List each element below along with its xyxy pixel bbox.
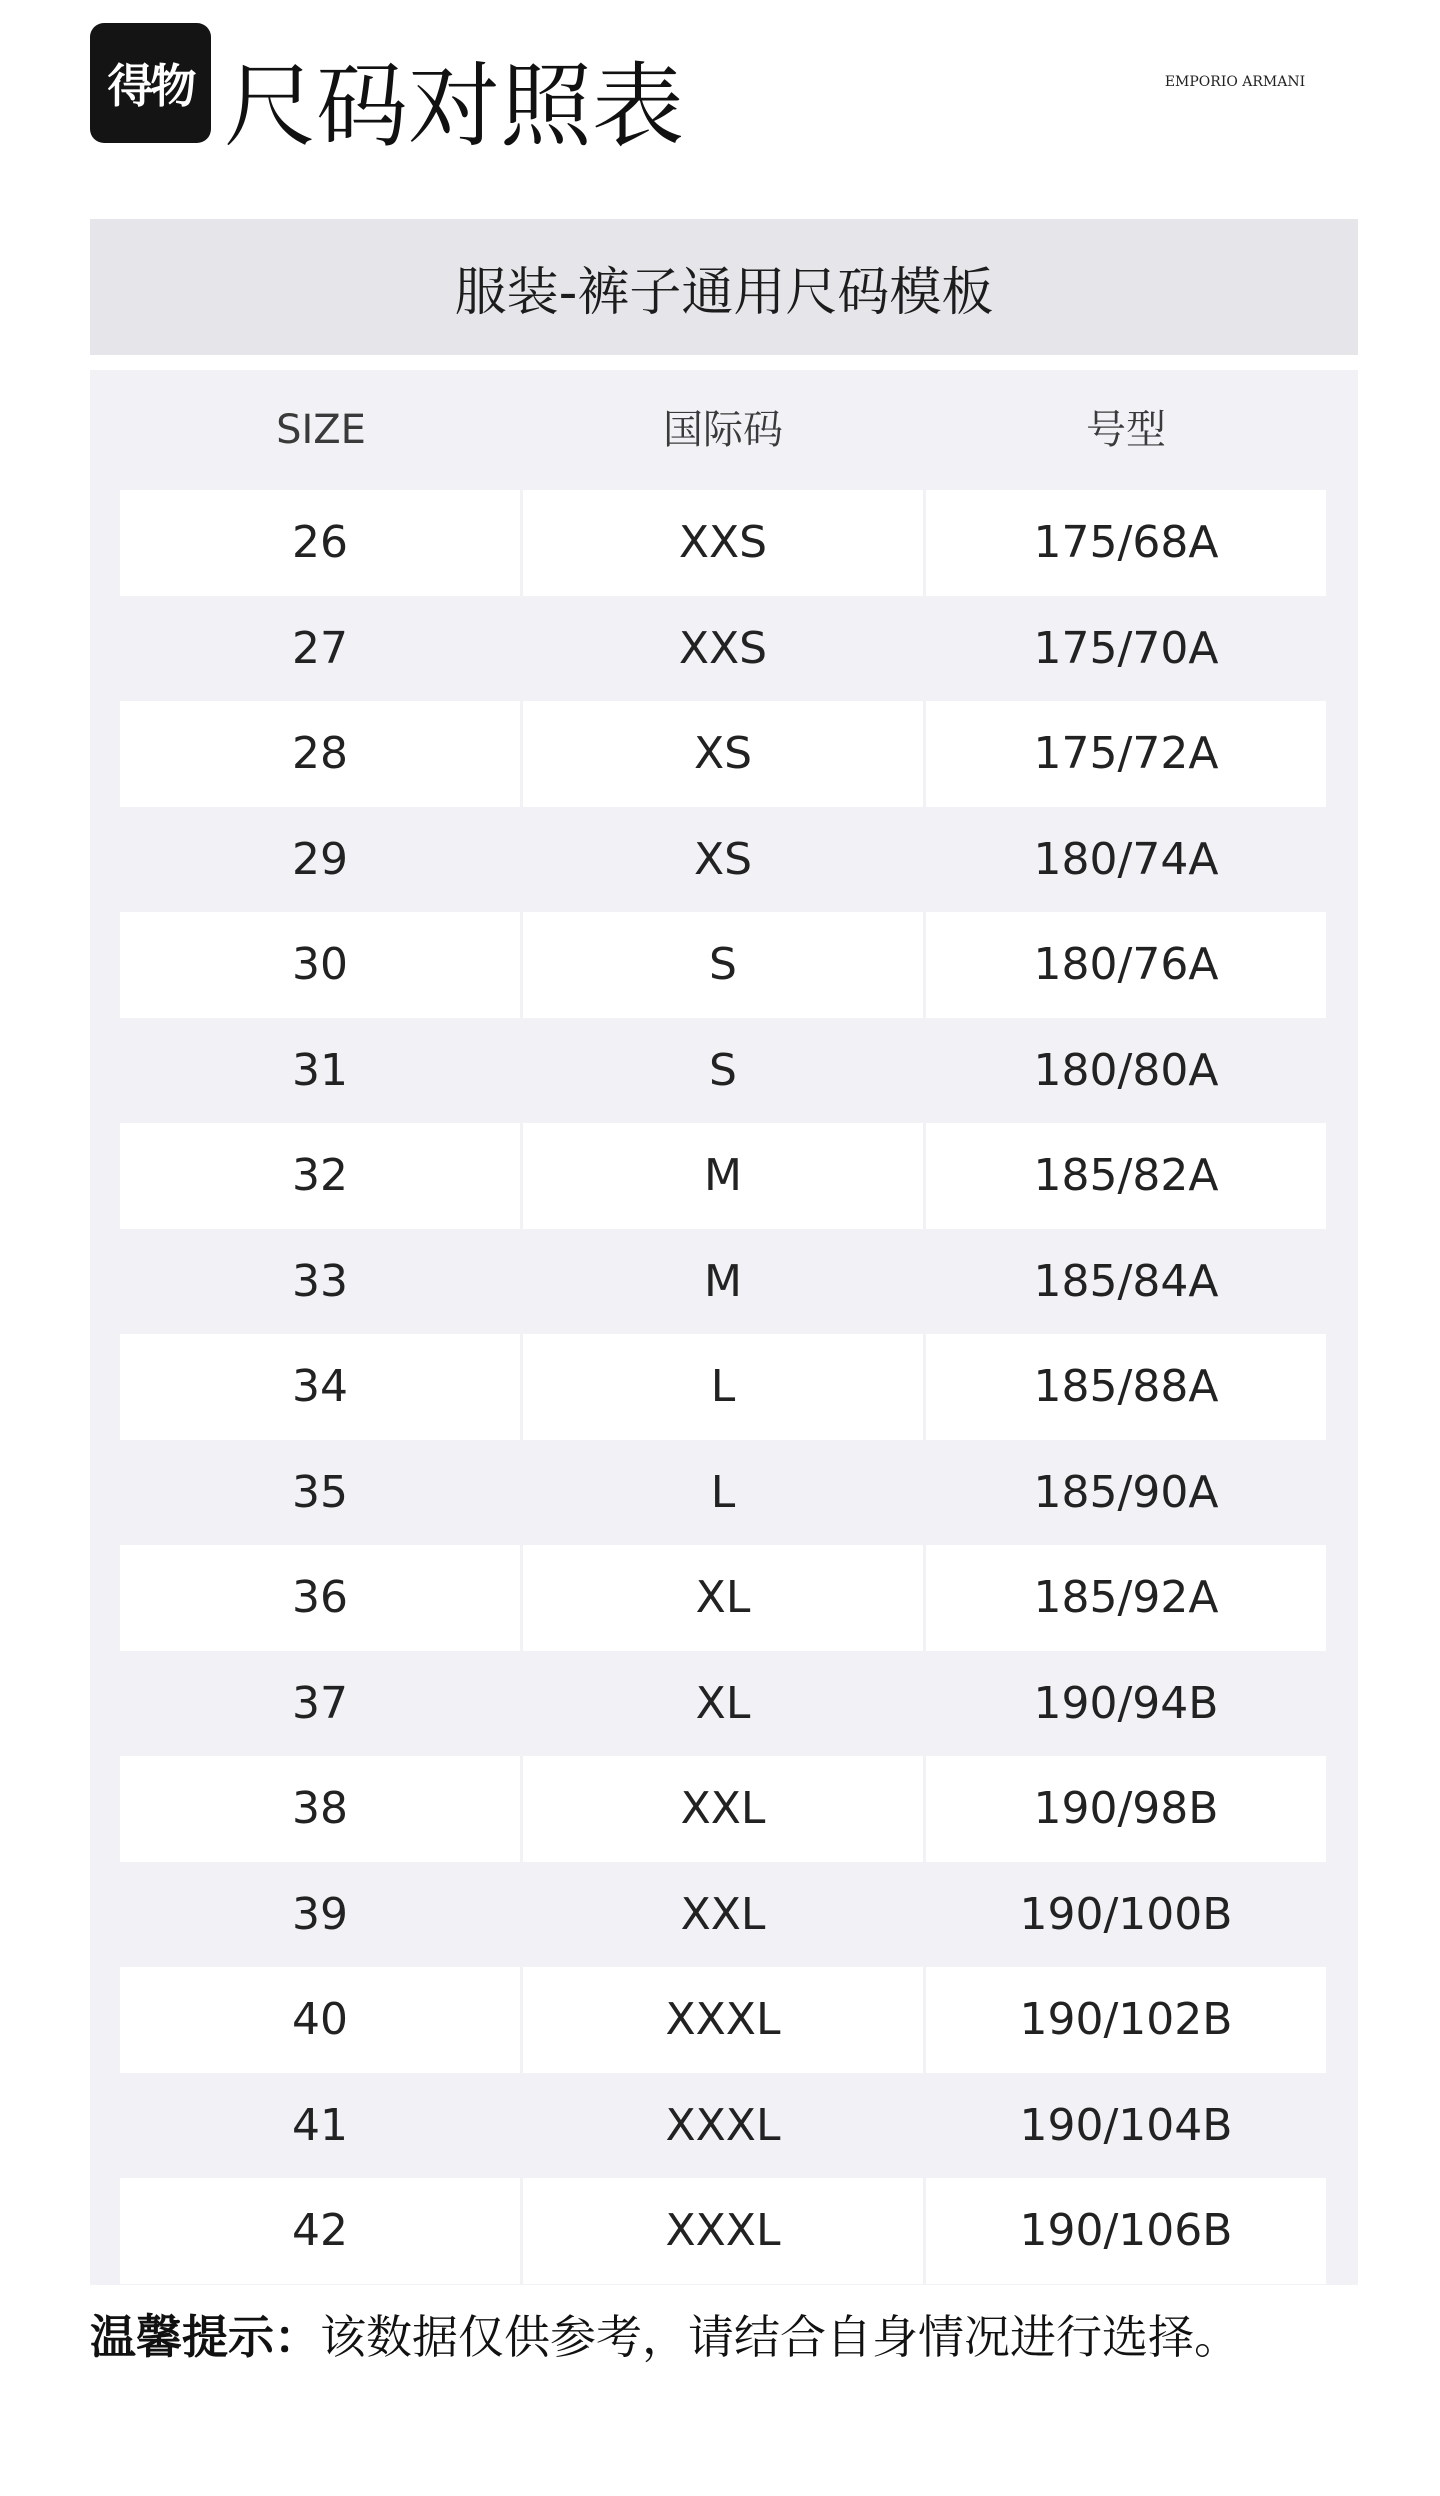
table-row bbox=[120, 1545, 1326, 1651]
brand-logo: EMPORIO ARMANI bbox=[1164, 74, 1306, 90]
table-row bbox=[120, 2073, 1326, 2179]
cell-international: L bbox=[710, 1466, 736, 1518]
table-row bbox=[120, 1123, 1326, 1229]
cell-fit: 190/94B bbox=[1033, 1677, 1219, 1729]
column-header-international: 国际码 bbox=[663, 407, 783, 453]
cell-size: 29 bbox=[292, 833, 348, 885]
table-row bbox=[120, 1862, 1326, 1968]
size-chart-panel bbox=[90, 219, 1358, 2285]
table-body bbox=[120, 490, 1326, 2284]
cell-size: 27 bbox=[292, 622, 348, 674]
size-table bbox=[90, 370, 1358, 2285]
table-row bbox=[120, 1967, 1326, 2073]
cell-fit: 190/102B bbox=[926, 1967, 1326, 2073]
cell-international: S bbox=[709, 1044, 737, 1096]
cell-international: XXXL bbox=[523, 1967, 923, 2073]
cell-international: XXL bbox=[523, 1756, 923, 1862]
cell-fit: 185/90A bbox=[1033, 1466, 1219, 1518]
cell-size: 32 bbox=[120, 1123, 520, 1229]
cell-fit: 185/82A bbox=[926, 1123, 1326, 1229]
table-row bbox=[120, 1756, 1326, 1862]
cell-fit: 185/88A bbox=[926, 1334, 1326, 1440]
cell-fit: 185/92A bbox=[926, 1545, 1326, 1651]
footer-label: 温馨提示： bbox=[90, 2310, 320, 2364]
cell-fit: 180/76A bbox=[926, 912, 1326, 1018]
cell-fit: 175/68A bbox=[926, 490, 1326, 596]
cell-international: XL bbox=[523, 1545, 923, 1651]
cell-international: XXL bbox=[680, 1888, 766, 1940]
table-row bbox=[120, 596, 1326, 702]
cell-international: XS bbox=[693, 833, 753, 885]
cell-international: XL bbox=[695, 1677, 751, 1729]
cell-size: 41 bbox=[292, 2099, 348, 2151]
cell-international: XXXL bbox=[665, 2099, 781, 2151]
cell-fit: 190/106B bbox=[926, 2178, 1326, 2284]
cell-size: 28 bbox=[120, 701, 520, 807]
cell-international: M bbox=[704, 1255, 742, 1307]
footer-text: 该数据仅供参考，请结合自身情况进行选择。 bbox=[320, 2310, 1240, 2364]
table-row bbox=[120, 2178, 1326, 2284]
cell-size: 34 bbox=[120, 1334, 520, 1440]
cell-international: XS bbox=[523, 701, 923, 807]
cell-size: 38 bbox=[120, 1756, 520, 1862]
table-row bbox=[120, 1334, 1326, 1440]
cell-international: S bbox=[523, 912, 923, 1018]
table-row bbox=[120, 1440, 1326, 1546]
cell-international: M bbox=[523, 1123, 923, 1229]
cell-international: L bbox=[523, 1334, 923, 1440]
cell-size: 31 bbox=[292, 1044, 348, 1096]
table-row bbox=[120, 1229, 1326, 1335]
cell-international: XXS bbox=[678, 622, 768, 674]
cell-size: 35 bbox=[292, 1466, 348, 1518]
dewu-logo bbox=[90, 23, 211, 143]
table-row bbox=[120, 1651, 1326, 1757]
cell-fit: 185/84A bbox=[1033, 1255, 1219, 1307]
column-header-fit: 号型 bbox=[1086, 407, 1166, 453]
column-header-size: SIZE bbox=[276, 407, 366, 453]
cell-size: 26 bbox=[120, 490, 520, 596]
table-title: 服装-裤子通用尺码模板 bbox=[90, 219, 1358, 355]
table-row bbox=[120, 807, 1326, 913]
cell-fit: 180/80A bbox=[1033, 1044, 1219, 1096]
table-row bbox=[120, 1018, 1326, 1124]
cell-size: 39 bbox=[292, 1888, 348, 1940]
table-row bbox=[120, 490, 1326, 596]
cell-size: 42 bbox=[120, 2178, 520, 2284]
logo-text: 得物 bbox=[107, 59, 194, 113]
cell-fit: 190/100B bbox=[1019, 1888, 1233, 1940]
cell-fit: 190/104B bbox=[1019, 2099, 1233, 2151]
cell-size: 40 bbox=[120, 1967, 520, 2073]
cell-international: XXXL bbox=[523, 2178, 923, 2284]
page-title: 尺码对照表 bbox=[224, 53, 685, 160]
cell-size: 37 bbox=[292, 1677, 348, 1729]
cell-fit: 175/72A bbox=[926, 701, 1326, 807]
table-row bbox=[120, 701, 1326, 807]
cell-international: XXS bbox=[523, 490, 923, 596]
footer-note bbox=[90, 2302, 1240, 2372]
cell-fit: 180/74A bbox=[1033, 833, 1219, 885]
cell-size: 33 bbox=[292, 1255, 348, 1307]
cell-fit: 175/70A bbox=[1033, 622, 1219, 674]
cell-size: 30 bbox=[120, 912, 520, 1018]
cell-size: 36 bbox=[120, 1545, 520, 1651]
table-row bbox=[120, 912, 1326, 1018]
cell-fit: 190/98B bbox=[926, 1756, 1326, 1862]
